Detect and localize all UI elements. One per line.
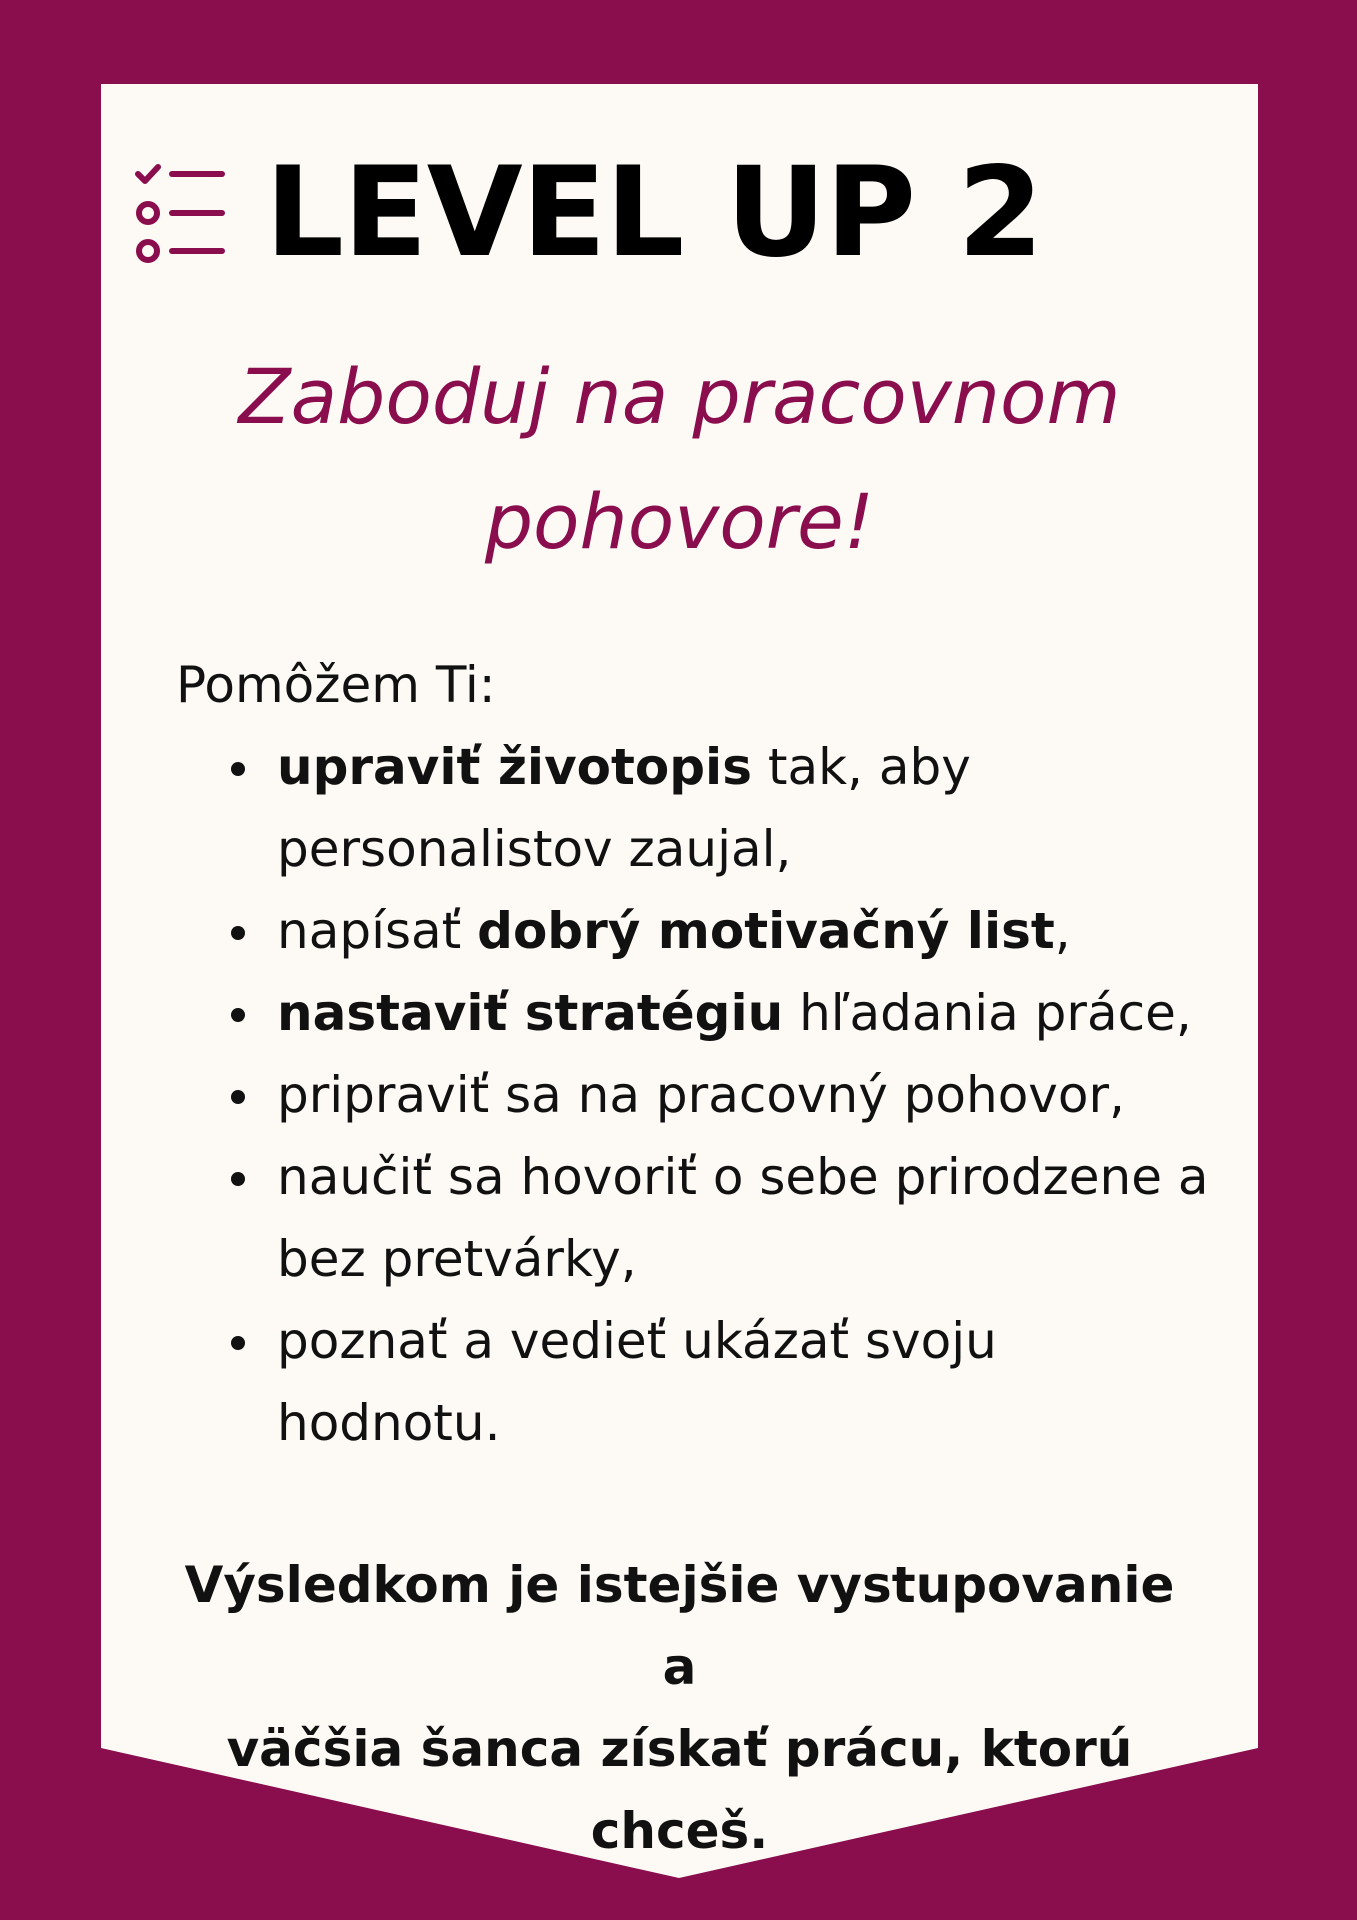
subtitle [161, 334, 1198, 584]
page-title: LEVEL UP 2 [265, 141, 1043, 285]
list-item-text: poznať a vedieť ukázať svoju hodnotu. [277, 1312, 997, 1452]
header [135, 141, 1043, 285]
list-item [176, 1054, 1216, 1136]
list-item-text: hľadania práce, [783, 984, 1192, 1042]
result-line-2: väčšia šanca získať prácu, ktorú [226, 1720, 1133, 1778]
subtitle-line-2: pohovore! [484, 477, 875, 566]
list-item [176, 972, 1216, 1054]
list-item-text: napísať [277, 902, 478, 960]
banner-card [101, 84, 1258, 1878]
list-item [176, 1136, 1216, 1300]
checklist-icon [135, 158, 225, 268]
list-item [176, 726, 1216, 890]
list-item-text: tak, aby personalistov zaujal, [277, 738, 971, 878]
subtitle-line-1: Zaboduj na pracovnom [238, 352, 1121, 441]
result-statement [161, 1544, 1198, 1872]
list-item-bold: dobrý motivačný list [477, 902, 1055, 960]
list-item-bold: nastaviť stratégiu [277, 984, 784, 1042]
list-item [176, 1300, 1216, 1464]
list-item-text: naučiť sa hovoriť o sebe prirodzene a bez pretvárky, [277, 1148, 1209, 1288]
list-item-bold: upraviť životopis [277, 738, 752, 796]
result-line-3: chceš. [590, 1802, 769, 1860]
intro-text: Pomôžem Ti: [176, 656, 496, 714]
list-item-text: , [1054, 902, 1071, 960]
benefits-section [176, 644, 1216, 1464]
result-line-1: Výsledkom je istejšie vystupovanie a [184, 1556, 1175, 1696]
list-item [176, 890, 1216, 972]
benefits-list [176, 726, 1216, 1464]
list-item-text: pripraviť sa na pracovný pohovor, [277, 1066, 1125, 1124]
